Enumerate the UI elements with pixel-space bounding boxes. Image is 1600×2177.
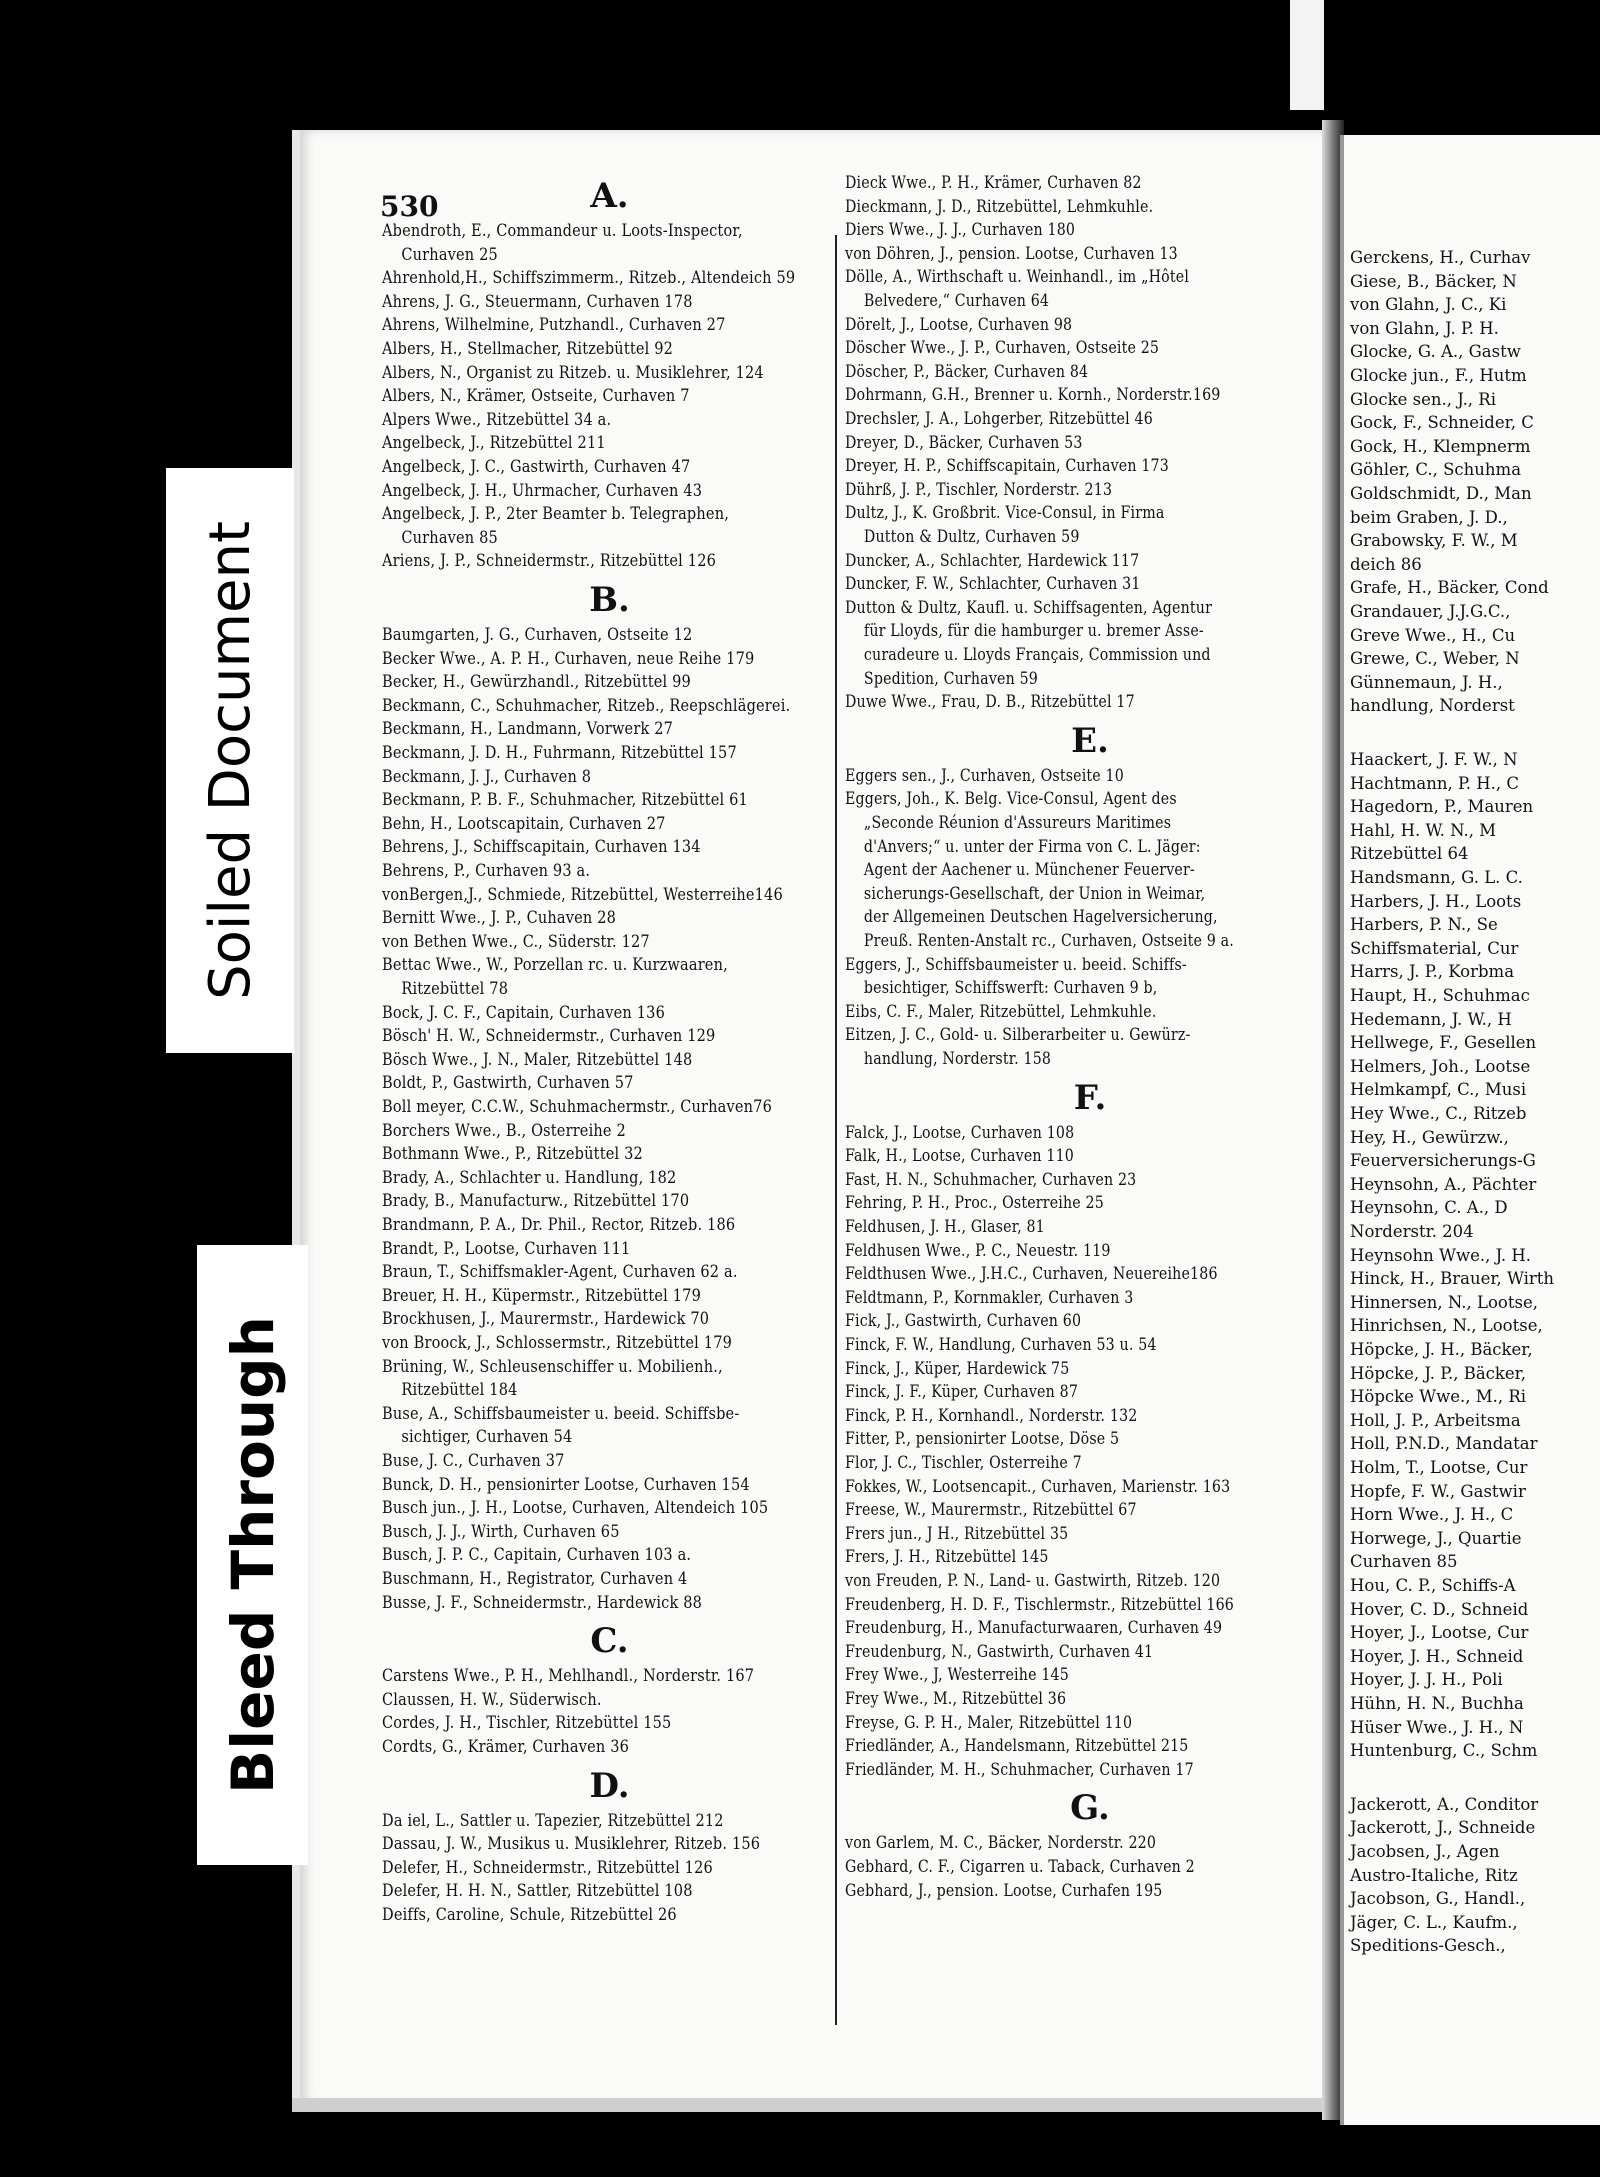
- next-page-entry: Hellwege, F., Gesellen: [1350, 1033, 1537, 1053]
- directory-entry: Busch, J. J., Wirth, Curhaven 65: [382, 1521, 620, 1541]
- directory-entry: Dreyer, H. P., Schiffscapitain, Curhaven 173: [845, 456, 1169, 476]
- next-page-entry: Jacobson, G., Handl.,: [1350, 1889, 1526, 1909]
- directory-entry: Eggers sen., J., Curhaven, Ostseite 10: [845, 765, 1124, 785]
- entry-continuation: Dutton & Dultz, Curhaven 59: [863, 527, 1080, 546]
- directory-entry: Eitzen, J. C., Gold- u. Silberarbeiter u. Gewürz-: [845, 1025, 1191, 1045]
- section-letter: A.: [590, 176, 629, 216]
- directory-entry: Beckmann, P. B. F., Schuhmacher, Ritzebüttel 61: [382, 790, 748, 810]
- next-page-entry: Hinck, H., Brauer, Wirth: [1350, 1269, 1555, 1289]
- next-page-entry: Hachtmann, P. H., C: [1350, 773, 1519, 793]
- directory-entry: Finck, J., Küper, Hardewick 75: [845, 1358, 1070, 1378]
- directory-entry: von Bethen Wwe., C., Süderstr. 127: [382, 931, 650, 951]
- bleed-through-label: [197, 1245, 308, 1865]
- section-letter: D.: [589, 1765, 630, 1806]
- next-page-entry: Höpcke, J. H., Bäcker,: [1350, 1340, 1533, 1359]
- entry-continuation: Agent der Aachener u. Münchener Feuerver-: [863, 860, 1195, 880]
- next-page-entry: Grewe, C., Weber, N: [1350, 649, 1520, 669]
- directory-entry: Ahrens, J. G., Steuermann, Curhaven 178: [382, 291, 693, 311]
- next-page-entry: Hühn, H. N., Buchha: [1350, 1694, 1524, 1713]
- directory-entry: Beckmann, C., Schuhmacher, Ritzeb., Reepschlägerei.: [382, 695, 791, 715]
- next-page-entry: Harrs, J. P., Korbma: [1350, 962, 1515, 982]
- next-page-entry: Norderstr. 204: [1350, 1222, 1474, 1241]
- directory-entry: Döscher, P., Bäcker, Curhaven 84: [845, 361, 1089, 381]
- directory-entry: Dutton & Dultz, Kaufl. u. Schiffsagenten, Agentur: [845, 597, 1213, 617]
- directory-entry: Feldthusen Wwe., J.H.C., Curhaven, Neuereihe186: [845, 1264, 1218, 1284]
- directory-entry: Feldhusen, J. H., Glaser, 81: [845, 1217, 1045, 1236]
- directory-entry: Ahrens, Wilhelmine, Putzhandl., Curhaven 27: [382, 315, 726, 335]
- next-page-entry: Holl, J. P., Arbeitsma: [1350, 1410, 1521, 1430]
- next-page-entry: Hoyer, J. J. H., Poli: [1350, 1670, 1503, 1690]
- directory-entry: Finck, J. F., Küper, Curhaven 87: [845, 1382, 1079, 1402]
- soiled-document-label: [166, 468, 294, 1053]
- directory-entry: Dreyer, D., Bäcker, Curhaven 53: [845, 432, 1083, 452]
- directory-entry: Ahrenhold,H., Schiffszimmerm., Ritzeb., Altendeich 59: [382, 268, 796, 288]
- directory-entry: Brady, B., Manufacturw., Ritzebüttel 170: [382, 1191, 690, 1211]
- directory-entry: Cordes, J. H., Tischler, Ritzebüttel 155: [382, 1713, 672, 1733]
- directory-entry: Dölle, A., Wirthschaft u. Weinhandl., im „Hôtel: [845, 267, 1190, 287]
- entry-continuation: Spedition, Curhaven 59: [863, 668, 1038, 688]
- directory-entry: Frers jun., J H., Ritzebüttel 35: [845, 1523, 1069, 1543]
- directory-entry: Albers, N., Krämer, Ostseite, Curhaven 7: [382, 386, 690, 406]
- directory-entry: Delefer, H. H. N., Sattler, Ritzebüttel 108: [382, 1881, 693, 1901]
- entry-continuation: Curhaven 85: [401, 527, 498, 547]
- directory-entry: Bock, J. C. F., Capitain, Curhaven 136: [382, 1002, 665, 1022]
- directory-entry: Fehring, P. H., Proc., Osterreihe 25: [845, 1193, 1104, 1213]
- entry-continuation: d'Anvers;“ u. unter der Firma von C. L. Jäger:: [863, 836, 1201, 856]
- next-page-entry: Harbers, P. N., Se: [1350, 915, 1498, 935]
- directory-entry: Frey Wwe., J, Westerreihe 145: [845, 1665, 1069, 1685]
- directory-entry: Feldhusen Wwe., P. C., Neuestr. 119: [845, 1240, 1111, 1260]
- directory-entry: Eggers, J., Schiffsbaumeister u. beeid. Schiffs-: [845, 954, 1187, 974]
- column-rule: [835, 235, 837, 2025]
- next-page-entry: Helmers, Joh., Lootse: [1350, 1056, 1531, 1076]
- directory-entry: Eibs, C. F., Maler, Ritzebüttel, Lehmkuhle.: [845, 1001, 1157, 1021]
- next-page-entry: Heynsohn Wwe., J. H.: [1350, 1245, 1532, 1265]
- next-page-entry: Holl, P.N.D., Mandatar: [1350, 1434, 1538, 1454]
- entry-continuation: sicherungs-Gesellschaft, der Union in Weimar,: [863, 883, 1206, 903]
- directory-entry: Friedländer, M. H., Schuhmacher, Curhaven 17: [845, 1759, 1194, 1779]
- directory-entry: Beckmann, J. D. H., Fuhrmann, Ritzebüttel 157: [382, 743, 737, 762]
- next-page-entry: Hoyer, J. H., Schneid: [1350, 1646, 1524, 1666]
- directory-entry: Gebhard, C. F., Cigarren u. Taback, Curhaven 2: [845, 1857, 1195, 1876]
- next-page-entry: Curhaven 85: [1350, 1552, 1458, 1572]
- directory-entry: Da iel, L., Sattler u. Tapezier, Ritzebüttel 212: [382, 1810, 724, 1830]
- entry-continuation: handlung, Norderstr. 158: [863, 1049, 1052, 1068]
- next-page-entry: von Glahn, J. P. H.: [1350, 318, 1499, 338]
- directory-entry: Angelbeck, J., Ritzebüttel 211: [382, 433, 606, 453]
- directory-entry: Freudenburg, H., Manufacturwaaren, Curhaven 49: [845, 1618, 1223, 1638]
- entry-continuation: Ritzebüttel 184: [401, 1380, 518, 1400]
- entry-continuation: Ritzebüttel 78: [401, 979, 509, 998]
- directory-entry: Ariens, J. P., Schneidermstr., Ritzebüttel 126: [382, 551, 717, 571]
- next-page-entry: Schiffsmaterial, Cur: [1350, 938, 1519, 958]
- entry-continuation: curadeure u. Lloyds Français, Commission und: [863, 645, 1211, 664]
- directory-entry: Buse, J. C., Curhaven 37: [382, 1451, 565, 1470]
- next-page-entry: Goldschmidt, D., Man: [1350, 484, 1532, 503]
- next-page-entry: Glocke sen., J., Ri: [1350, 389, 1497, 409]
- next-page-entry: Höpcke, J. P., Bäcker,: [1350, 1363, 1526, 1383]
- directory-entry: Borchers Wwe., B., Osterreihe 2: [382, 1120, 626, 1140]
- directory-entry: Angelbeck, J. P., 2ter Beamter b. Telegraphen,: [382, 504, 730, 524]
- directory-entry: Albers, N., Organist zu Ritzeb. u. Musiklehrer, 124: [382, 362, 764, 382]
- directory-entry: Breuer, H. H., Küpermstr., Ritzebüttel 179: [382, 1285, 702, 1305]
- bleed-through-label-text: Bleed Through: [218, 1316, 287, 1794]
- directory-entry: Brady, A., Schlachter u. Handlung, 182: [382, 1167, 677, 1187]
- entry-continuation: besichtiger, Schiffswerft: Curhaven 9 b,: [863, 978, 1158, 998]
- soiled-document-label-text: Soiled Document: [197, 521, 263, 1000]
- directory-entry: von Broock, J., Schlossermstr., Ritzebüttel 179: [382, 1333, 733, 1352]
- directory-entry: Dörelt, J., Lootse, Curhaven 98: [845, 314, 1073, 334]
- next-page-entry: Jackerott, J., Schneide: [1350, 1818, 1536, 1838]
- directory-entry: von Döhren, J., pension. Lootse, Curhaven 13: [845, 243, 1178, 263]
- next-page-entry: Hey, H., Gewürzw.,: [1350, 1127, 1509, 1147]
- directory-entry: Finck, F. W., Handlung, Curhaven 53 u. 54: [845, 1335, 1157, 1354]
- directory-entry: Brockhusen, J., Maurermstr., Hardewick 70: [382, 1309, 710, 1329]
- page-edge: [292, 2098, 1347, 2112]
- directory-entry: Fitter, P., pensionirter Lootse, Döse 5: [845, 1429, 1120, 1449]
- directory-entry: Bunck, D. H., pensionirter Lootse, Curhaven 154: [382, 1474, 750, 1494]
- directory-entry: Dultz, J., K. Großbrit. Vice-Consul, in Firma: [845, 503, 1165, 523]
- directory-entry: Fokkes, W., Lootsencapit., Curhaven, Marienstr. 163: [845, 1476, 1231, 1496]
- next-page-entry: beim Graben, J. D.,: [1350, 507, 1508, 527]
- directory-entry: Falk, H., Lootse, Curhaven 110: [845, 1146, 1075, 1166]
- next-page-entry: Göhler, C., Schuhma: [1350, 460, 1522, 480]
- directory-entry: Gebhard, J., pension. Lootse, Curhafen 195: [845, 1880, 1163, 1900]
- top-strip: [1290, 0, 1324, 110]
- next-page-entry: Helmkampf, C., Musi: [1350, 1080, 1527, 1100]
- next-page-entry: Haupt, H., Schuhmac: [1350, 986, 1530, 1005]
- directory-entry: Beckmann, H., Landmann, Vorwerk 27: [382, 719, 674, 739]
- directory-entry: Freudenberg, H. D. F., Tischlermstr., Ritzebüttel 166: [845, 1594, 1234, 1614]
- directory-entry: Albers, H., Stellmacher, Ritzebüttel 92: [382, 339, 674, 358]
- directory-entry: Feldtmann, P., Kornmakler, Curhaven 3: [845, 1287, 1134, 1307]
- next-page-entry: Glocke jun., F., Hutm: [1350, 366, 1527, 385]
- next-page-entry: Harbers, J. H., Loots: [1350, 891, 1522, 911]
- directory-entry: Friedländer, A., Handelsmann, Ritzebüttel 215: [845, 1736, 1189, 1756]
- directory-entry: Delefer, H., Schneidermstr., Ritzebüttel 126: [382, 1857, 713, 1877]
- entry-continuation: Preuß. Renten-Anstalt rc., Curhaven, Ostseite 9 a.: [863, 931, 1234, 950]
- next-page-entry: Hinrichsen, N., Lootse,: [1350, 1316, 1543, 1336]
- directory-entry: Bösch' H. W., Schneidermstr., Curhaven 129: [382, 1026, 716, 1046]
- next-page-entry: Horn Wwe., J. H., C: [1350, 1505, 1514, 1525]
- directory-entry: Boldt, P., Gastwirth, Curhaven 57: [382, 1073, 634, 1093]
- directory-entry: Bothmann Wwe., P., Ritzebüttel 32: [382, 1144, 643, 1164]
- next-page-entry: Giese, B., Bäcker, N: [1350, 271, 1517, 291]
- directory-entry: Bösch Wwe., J. N., Maler, Ritzebüttel 148: [382, 1049, 693, 1069]
- next-page-entry: Hopfe, F. W., Gastwir: [1350, 1481, 1526, 1501]
- next-page-entry: Hinnersen, N., Lootse,: [1350, 1292, 1538, 1312]
- next-page-entry: Huntenburg, C., Schm: [1350, 1741, 1538, 1761]
- directory-entry: Becker Wwe., A. P. H., Curhaven, neue Reihe 179: [382, 648, 755, 668]
- entry-continuation: sichtiger, Curhaven 54: [401, 1427, 573, 1447]
- next-page-entry: Grandauer, J.J.G.C.,: [1350, 602, 1511, 621]
- next-page-entry: Handsmann, G. L. C.: [1350, 868, 1523, 887]
- next-page-entry: Günnemaun, J. H.,: [1350, 672, 1503, 692]
- section-letter: B.: [589, 580, 630, 620]
- next-page-entry: Höpcke Wwe., M., Ri: [1350, 1387, 1527, 1407]
- directory-entry: Brandt, P., Lootse, Curhaven 111: [382, 1238, 631, 1258]
- next-page-entry: Gock, H., Klempnerm: [1350, 436, 1531, 456]
- next-page-entry: Hou, C. P., Schiffs-A: [1350, 1576, 1516, 1595]
- next-page-entry: Speditions-Gesch.,: [1350, 1936, 1506, 1956]
- directory-entry: von Garlem, M. C., Bäcker, Norderstr. 220: [845, 1833, 1157, 1853]
- next-page-entry: Hover, C. D., Schneid: [1350, 1599, 1529, 1619]
- directory-entry: Eggers, Joh., K. Belg. Vice-Consul, Agent des: [845, 789, 1177, 809]
- section-letter: E.: [1071, 720, 1109, 761]
- next-page-entry: Horwege, J., Quartie: [1350, 1528, 1522, 1548]
- directory-entry: Angelbeck, J. C., Gastwirth, Curhaven 47: [382, 457, 691, 476]
- directory-entry: vonBergen,J., Schmiede, Ritzebüttel, Westerreihe146: [382, 884, 783, 904]
- next-page-entry: deich 86: [1350, 554, 1422, 574]
- directory-entry: Busch jun., J. H., Lootse, Curhaven, Altendeich 105: [382, 1498, 769, 1518]
- directory-entry: Diers Wwe., J. J., Curhaven 180: [845, 220, 1076, 240]
- directory-entry: Brüning, W., Schleusenschiffer u. Mobilienh.,: [382, 1356, 723, 1376]
- directory-entry: Falck, J., Lootse, Curhaven 108: [845, 1122, 1075, 1142]
- next-page-entry: Heynsohn, C. A., D: [1350, 1198, 1508, 1218]
- next-page-entry: Ritzebüttel 64: [1350, 844, 1469, 864]
- next-page-entry: Gerckens, H., Curhav: [1350, 248, 1531, 267]
- directory-entry: Claussen, H. W., Süderwisch.: [382, 1689, 602, 1709]
- directory-entry: Becker, H., Gewürzhandl., Ritzebüttel 99: [382, 672, 691, 692]
- directory-entry: Duncker, A., Schlachter, Hardewick 117: [845, 550, 1140, 570]
- next-page-entry: von Glahn, J. C., Ki: [1350, 295, 1507, 315]
- directory-entry: Döscher Wwe., J. P., Curhaven, Ostseite 25: [845, 338, 1160, 358]
- directory-entry: Duwe Wwe., Frau, D. B., Ritzebüttel 17: [845, 692, 1135, 712]
- directory-entry: Behn, H., Lootscapitain, Curhaven 27: [382, 813, 666, 833]
- directory-entry: Dohrmann, G.H., Brenner u. Kornh., Norderstr.169: [845, 385, 1221, 405]
- directory-entry: Deiffs, Caroline, Schule, Ritzebüttel 26: [382, 1905, 677, 1924]
- directory-entry: von Freuden, P. N., Land- u. Gastwirth, Ritzeb. 120: [845, 1571, 1221, 1590]
- directory-entry: Flor, J. C., Tischler, Osterreihe 7: [845, 1453, 1082, 1472]
- directory-entry: Bettac Wwe., W., Porzellan rc. u. Kurzwaaren,: [382, 955, 728, 975]
- next-page-entry: Hoyer, J., Lootse, Cur: [1350, 1623, 1529, 1643]
- directory-entry: Busch, J. P. C., Capitain, Curhaven 103 a.: [382, 1545, 692, 1565]
- directory-entry: Dieck Wwe., P. H., Krämer, Curhaven 82: [845, 173, 1142, 192]
- directory-entry: Brandmann, P. A., Dr. Phil., Rector, Ritzeb. 186: [382, 1215, 736, 1234]
- entry-continuation: Curhaven 25: [401, 244, 498, 264]
- next-page-entry: Glocke, G. A., Gastw: [1350, 342, 1521, 362]
- directory-entry: Freudenburg, N., Gastwirth, Curhaven 41: [845, 1641, 1154, 1661]
- next-page-entry: Hedemann, J. W., H: [1350, 1009, 1512, 1029]
- entry-continuation: Belvedere,“ Curhaven 64: [863, 291, 1050, 310]
- directory-entry: Dührß, J. P., Tischler, Norderstr. 213: [845, 479, 1113, 499]
- next-page-entry: Grafe, H., Bäcker, Cond: [1350, 578, 1549, 598]
- directory-entry: Abendroth, E., Commandeur u. Loots-Inspector,: [382, 221, 743, 240]
- next-page-entry: Hahl, H. W. N., M: [1350, 820, 1497, 840]
- directory-entry: Bernitt Wwe., J. P., Cuhaven 28: [382, 908, 617, 928]
- entry-continuation: „Seconde Réunion d'Assureurs Maritimes: [863, 813, 1172, 832]
- directory-entry: Busse, J. F., Schneidermstr., Hardewick 88: [382, 1592, 703, 1612]
- next-page-entry: Jacobsen, J., Agen: [1350, 1842, 1500, 1861]
- directory-entry: Finck, P. H., Kornhandl., Norderstr. 132: [845, 1405, 1138, 1425]
- directory-entry: Frers, J. H., Ritzebüttel 145: [845, 1547, 1049, 1567]
- directory-entry: Frey Wwe., M., Ritzebüttel 36: [845, 1689, 1067, 1708]
- directory-entry: Duncker, F. W., Schlachter, Curhaven 31: [845, 574, 1141, 594]
- directory-entry: Angelbeck, J. H., Uhrmacher, Curhaven 43: [382, 480, 703, 500]
- entry-continuation: der Allgemeinen Deutschen Hagelversicherung,: [863, 907, 1218, 927]
- directory-entry: Carstens Wwe., P. H., Mehlhandl., Norderstr. 167: [382, 1666, 755, 1686]
- directory-entry: Cordts, G., Krämer, Curhaven 36: [382, 1737, 630, 1756]
- section-letter: C.: [590, 1621, 629, 1662]
- next-page-entry: Jackerott, A., Conditor: [1350, 1794, 1539, 1814]
- next-page-entry: Hüser Wwe., J. H., N: [1350, 1717, 1524, 1737]
- next-page-entry: Holm, T., Lootse, Cur: [1350, 1458, 1528, 1477]
- entry-continuation: für Lloyds, für die hamburger u. bremer Asse-: [863, 621, 1204, 641]
- section-letter: G.: [1070, 1788, 1110, 1829]
- directory-entry: Boll meyer, C.C.W., Schuhmachermstr., Curhaven76: [382, 1097, 773, 1116]
- next-page-entry: Austro-Italiche, Ritz: [1350, 1865, 1518, 1885]
- directory-entry: Dassau, J. W., Musikus u. Musiklehrer, Ritzeb. 156: [382, 1834, 761, 1854]
- next-page-entry: Haackert, J. F. W., N: [1350, 750, 1518, 769]
- next-page-entry: Feuerversicherungs-G: [1350, 1151, 1536, 1171]
- next-page-entry: handlung, Norderst: [1350, 696, 1515, 716]
- directory-entry: Buschmann, H., Registrator, Curhaven 4: [382, 1569, 688, 1588]
- directory-entry: Freese, W., Maurermstr., Ritzebüttel 67: [845, 1500, 1137, 1520]
- directory-entry: Beckmann, J. J., Curhaven 8: [382, 766, 592, 786]
- directory-entry: Braun, T., Schiffsmakler-Agent, Curhaven 62 a.: [382, 1262, 738, 1282]
- directory-entry: Fast, H. N., Schuhmacher, Curhaven 23: [845, 1169, 1137, 1189]
- next-page-entry: Hey Wwe., C., Ritzeb: [1350, 1104, 1527, 1123]
- next-page-entry: Grabowsky, F. W., M: [1350, 531, 1518, 551]
- page: [292, 130, 1343, 2105]
- directory-entry: Buse, A., Schiffsbaumeister u. beeid. Schiffsbe-: [382, 1403, 740, 1423]
- page-number: 530: [380, 190, 439, 223]
- directory-entry: Fick, J., Gastwirth, Curhaven 60: [845, 1311, 1082, 1331]
- next-page-entry: Heynsohn, A., Pächter: [1350, 1174, 1537, 1194]
- next-page-entry: Hagedorn, P., Mauren: [1350, 797, 1534, 817]
- directory-entry: Behrens, J., Schiffscapitain, Curhaven 134: [382, 837, 701, 857]
- next-page-entry: Jäger, C. L., Kaufm.,: [1350, 1912, 1518, 1932]
- directory-entry: Baumgarten, J. G., Curhaven, Ostseite 12: [382, 625, 693, 644]
- directory-entry: Freyse, G. P. H., Maler, Ritzebüttel 110: [845, 1712, 1133, 1732]
- section-letter: F.: [1073, 1077, 1107, 1118]
- directory-entry: Dieckmann, J. D., Ritzebüttel, Lehmkuhle.: [845, 196, 1154, 216]
- next-page-entry: Gock, F., Schneider, C: [1350, 413, 1534, 433]
- directory-entry: Behrens, P., Curhaven 93 a.: [382, 861, 591, 880]
- next-page: [1340, 135, 1600, 2125]
- next-page-entry: Greve Wwe., H., Cu: [1350, 625, 1516, 645]
- directory-entry: Drechsler, J. A., Lohgerber, Ritzebüttel 46: [845, 409, 1153, 428]
- directory-entry: Alpers Wwe., Ritzebüttel 34 a.: [382, 409, 612, 429]
